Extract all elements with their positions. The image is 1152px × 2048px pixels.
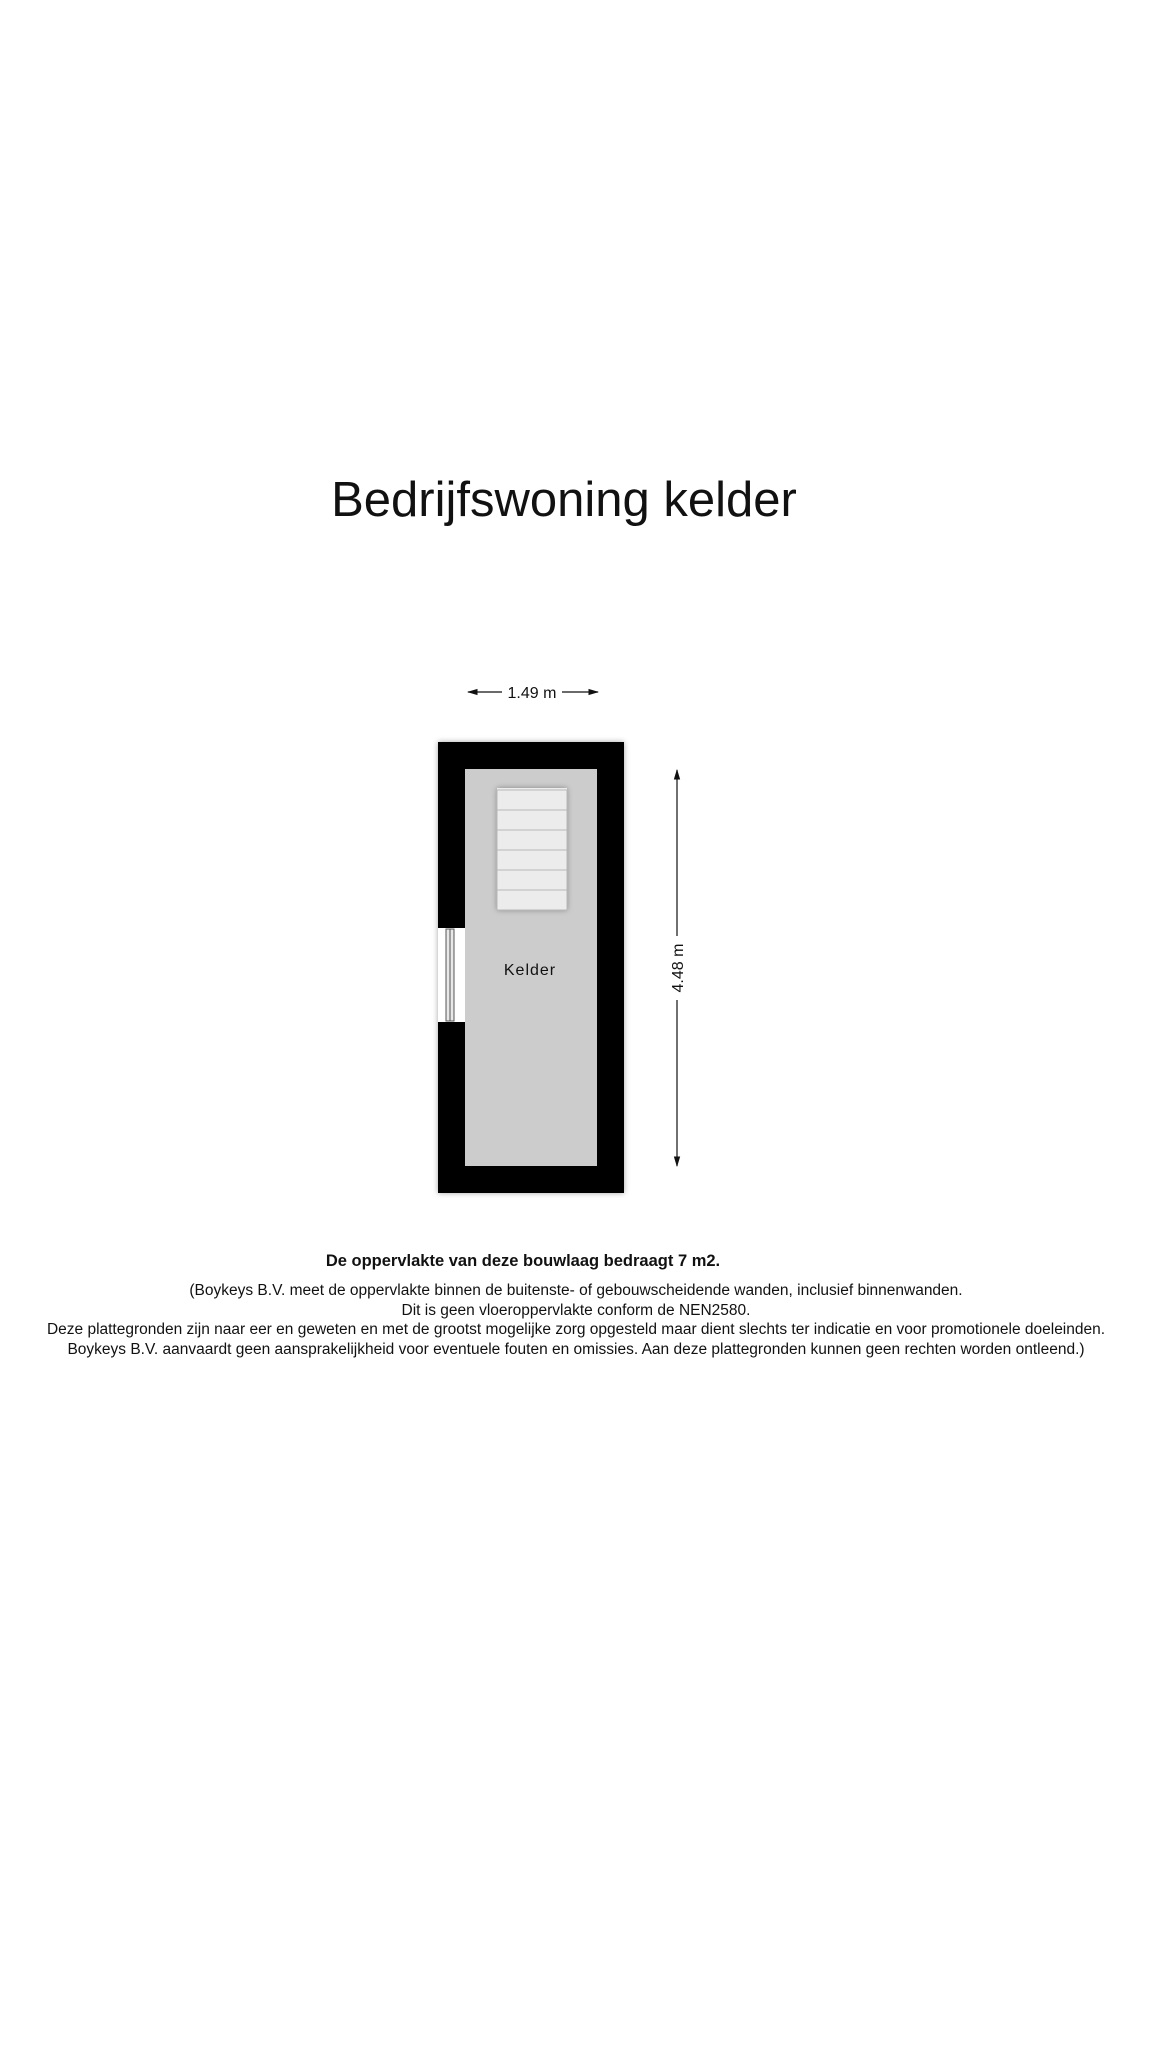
stair-step — [497, 870, 567, 890]
room-label: Kelder — [503, 962, 557, 979]
width-dimension — [468, 685, 598, 702]
height-dimension — [670, 770, 687, 1166]
width-dimension-label: 1.49 m — [507, 685, 557, 702]
disclaimer — [0, 1281, 1152, 1359]
disclaimer-line-2: Dit is geen vloeroppervlakte conform de NEN2580. — [401, 1301, 751, 1319]
height-dimension-label: 4.48 m — [670, 943, 687, 993]
stair-step — [497, 830, 567, 850]
disclaimer-line-4: Boykeys B.V. aanvaardt geen aansprakelijkheid voor eventuele fouten en omissies. Aan deze plattegronden kunnen geen rechten worden ontleend.) — [67, 1340, 1085, 1358]
stair-step — [497, 790, 567, 810]
stair-step — [497, 850, 567, 870]
page-title: Bedrijfswoning kelder — [331, 473, 797, 527]
stair-step — [497, 810, 567, 830]
disclaimer-line-3: Deze plattegronden zijn naar eer en geweten en met de grootst mogelijke zorg opgesteld maar dient slechts ter indicatie en voor promotionele doeleinden. — [46, 1321, 1106, 1338]
area-summary: De oppervlakte van deze bouwlaag bedraagt 7 m2. — [325, 1252, 721, 1270]
stair-step — [497, 890, 567, 910]
disclaimer-line-1: (Boykeys B.V. meet de oppervlakte binnen de buitenste- of gebouwscheidende wanden, inclusief binnenwanden. — [189, 1282, 963, 1299]
stairs — [497, 788, 567, 910]
window — [438, 928, 465, 1022]
